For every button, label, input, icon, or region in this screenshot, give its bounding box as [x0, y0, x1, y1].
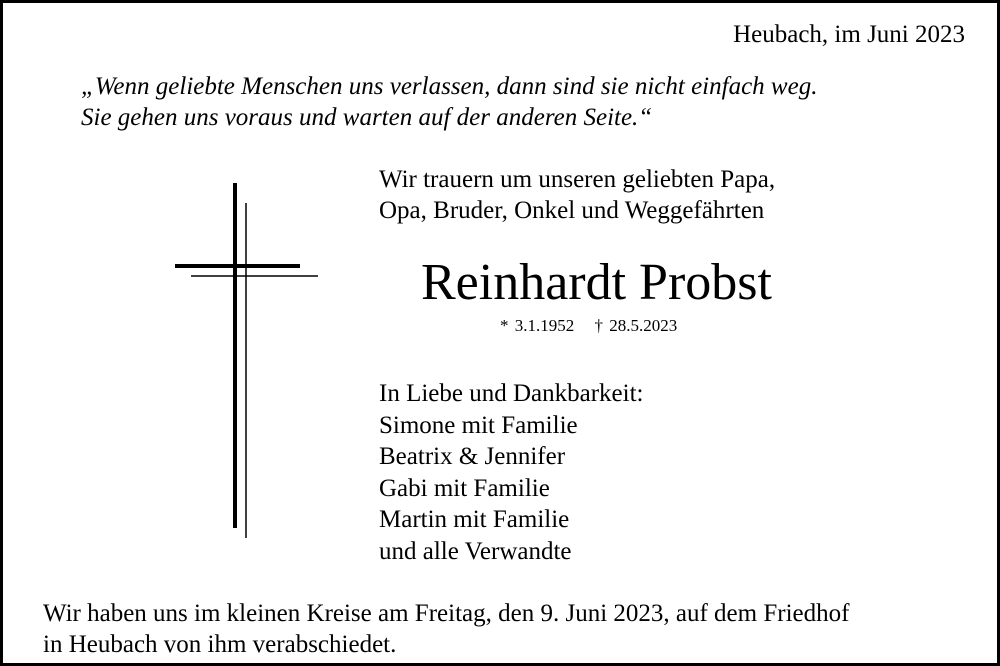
deceased-name: Reinhardt Probst: [421, 254, 772, 311]
mourner-item: und alle Verwandte: [379, 537, 572, 565]
farewell-note: [43, 598, 849, 660]
intro-line: Wir trauern um unseren geliebten Papa,: [379, 166, 776, 193]
place-date: Heubach, im Juni 2023: [733, 21, 965, 48]
quote-line: „Wenn geliebte Menschen uns verlassen, dann sind sie nicht einfach weg.: [81, 73, 818, 100]
farewell-line: in Heubach von ihm verabschiedet.: [43, 631, 397, 658]
intro-line: Opa, Bruder, Onkel und Weggefährten: [379, 197, 765, 224]
intro-text: [379, 164, 775, 226]
mourner-item: Beatrix & Jennifer: [379, 443, 566, 470]
mourners-list: [379, 378, 644, 567]
life-dates: [500, 316, 677, 336]
quote: [81, 71, 817, 133]
quote-line: Sie gehen uns voraus und warten auf der anderen Seite.“: [81, 104, 653, 131]
mourner-item: Simone mit Familie: [379, 411, 578, 439]
mourners-heading: In Liebe und Dankbarkeit:: [379, 380, 644, 407]
farewell-line: Wir haben uns im kleinen Kreise am Freitag, den 9. Juni 2023, auf dem Friedhof: [43, 600, 850, 627]
mourner-item: Martin mit Familie: [379, 506, 570, 533]
death-date: † 28.5.2023: [594, 316, 678, 335]
birth-date: * 3.1.1952: [500, 316, 575, 335]
mourner-item: Gabi mit Familie: [379, 474, 550, 502]
cross-icon: [163, 183, 333, 543]
